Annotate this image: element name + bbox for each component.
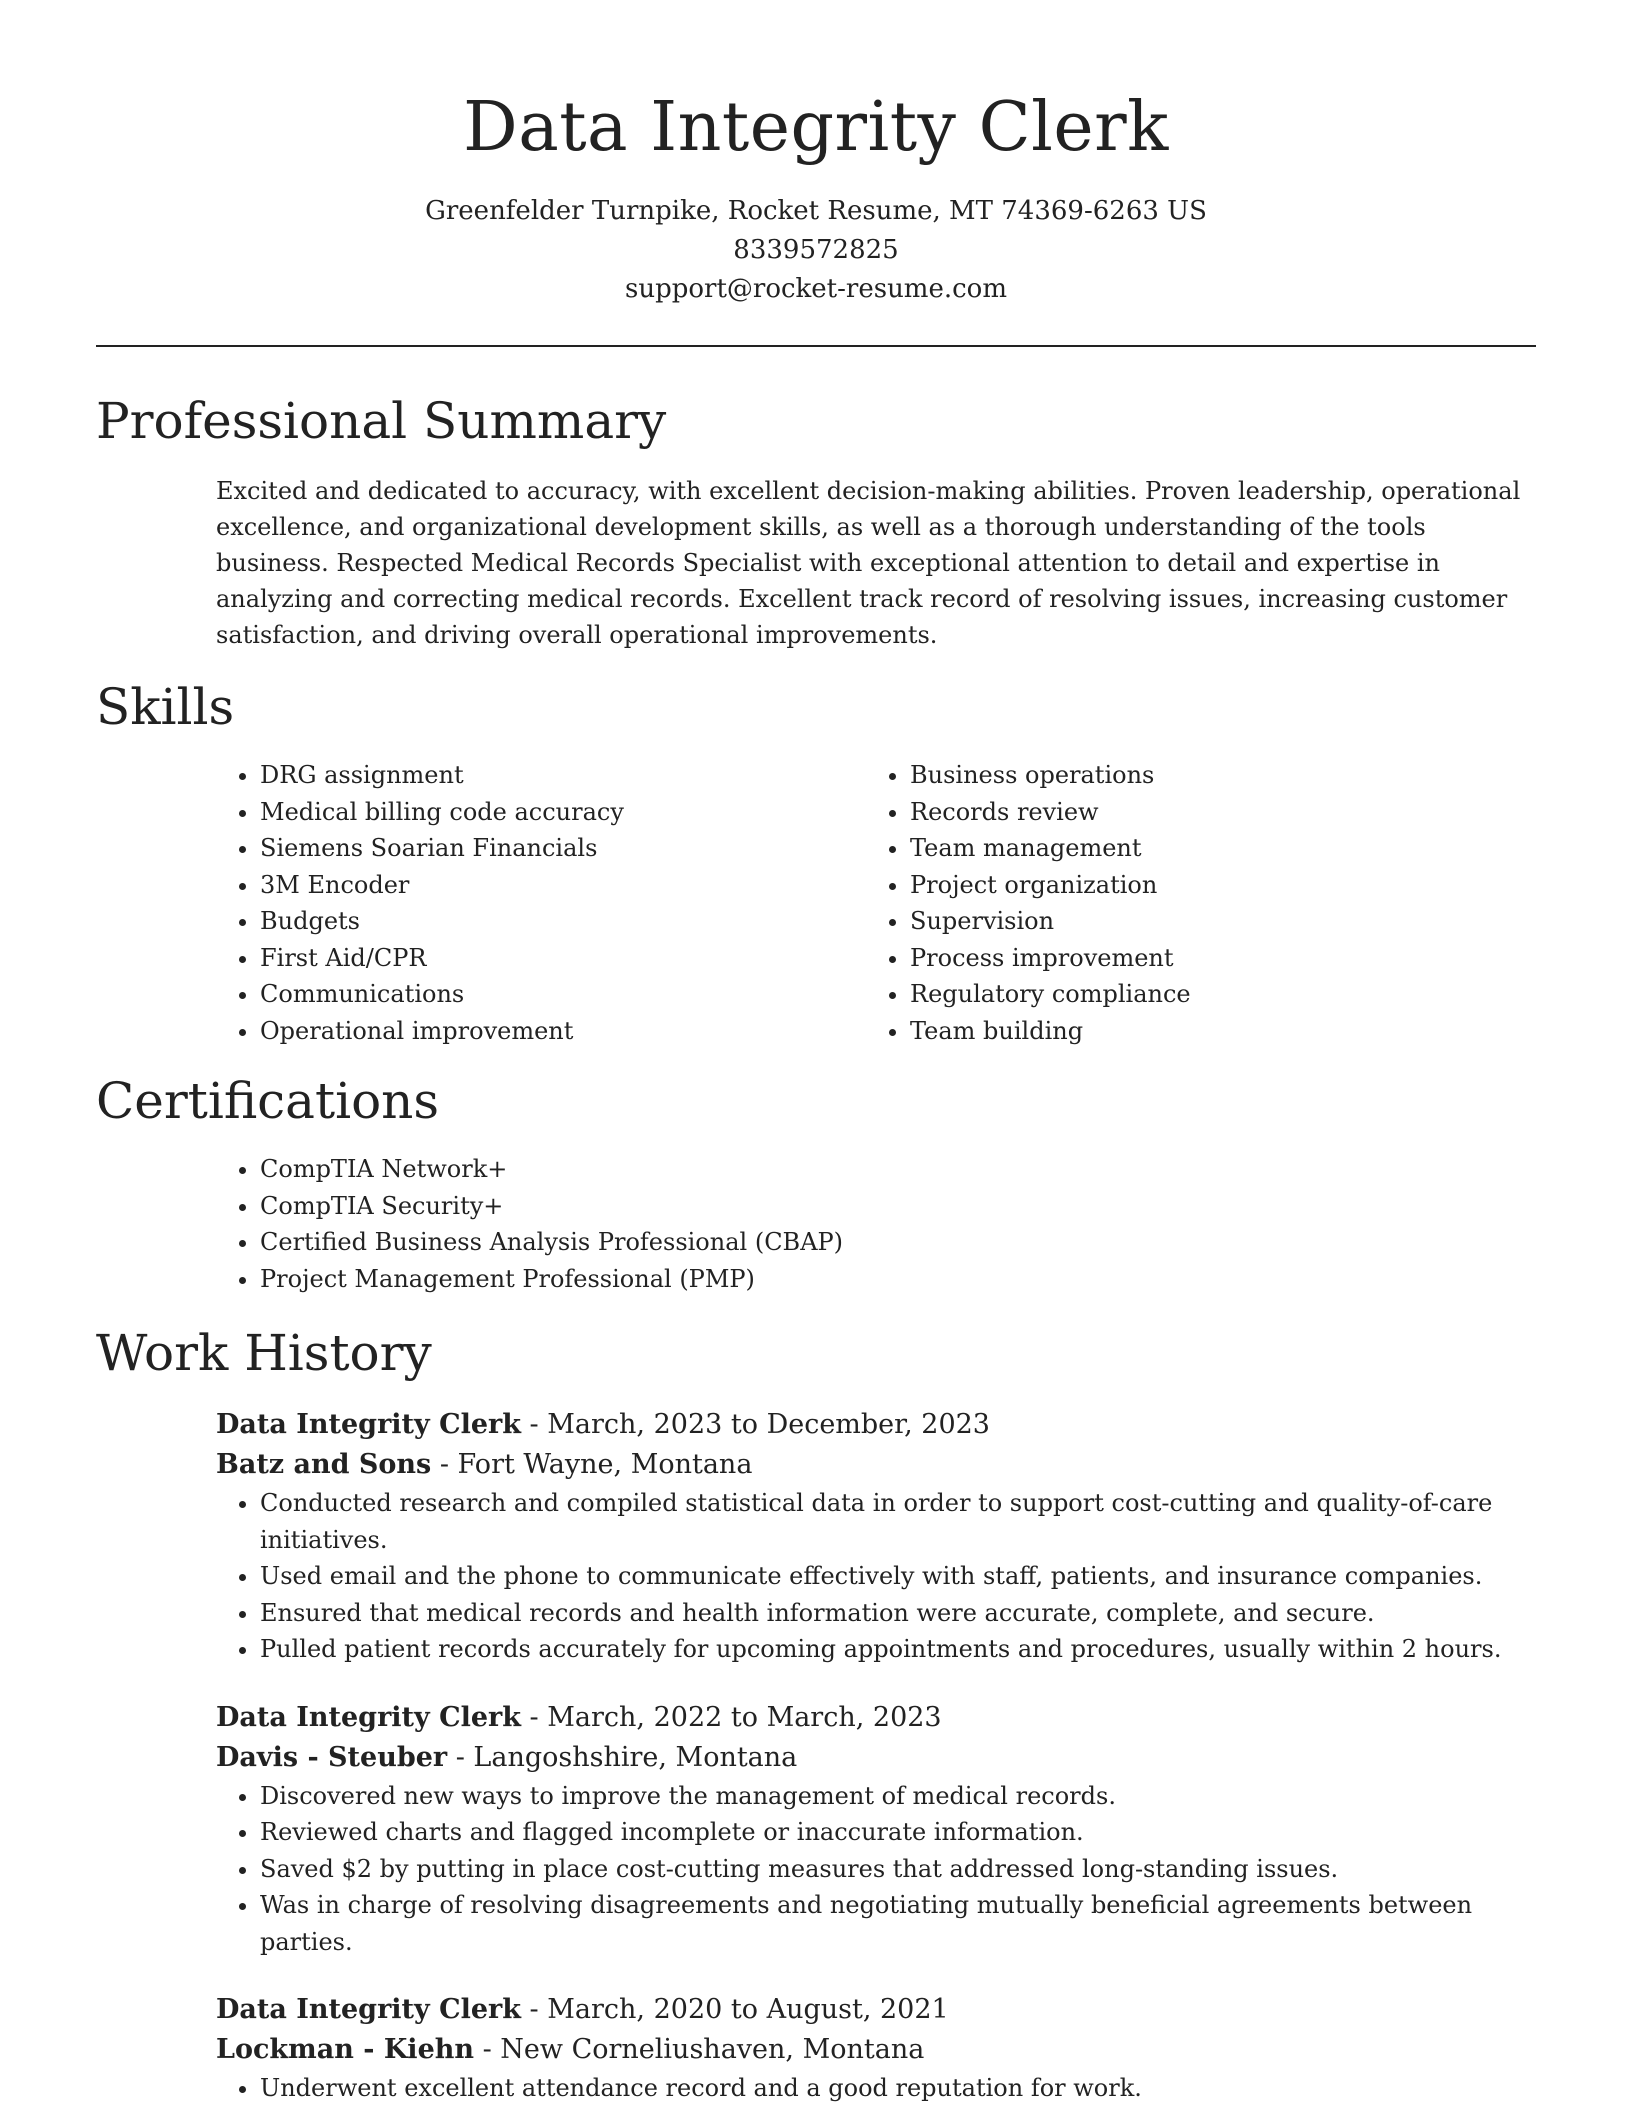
resume-header (0, 0, 1632, 309)
job-bullet: • Discovered new ways to improve the management of medical records. (260, 1778, 1536, 1815)
job-title: Data Integrity Clerk (216, 1701, 521, 1733)
header-divider (96, 345, 1536, 347)
skill-item: • Process improvement (910, 940, 1516, 977)
skill-item: • Regulatory compliance (910, 976, 1516, 1013)
job-bullet: • Underwent excellent attendance record and a good reputation for work. (260, 2070, 1536, 2107)
certifications-section (96, 1069, 1536, 1297)
job-bullet: • Conducted research and compiled statistical data in order to support cost-cutting and quality-of-care initiatives. (260, 1485, 1536, 1558)
skills-column-left (216, 757, 866, 1049)
job-dates: - March, 2020 to August, 2021 (520, 1994, 949, 2025)
skill-item: • Siemens Soarian Financials (260, 830, 866, 867)
summary-heading: Professional Summary (96, 392, 667, 450)
contact-block (0, 192, 1632, 309)
summary-text: Excited and dedicated to accuracy, with excellent decision-making abilities. Proven leadership, operational excellence, and organizational development skills, as well as a thorough understanding of the tools business. Respected Medical Records Specialist with exceptional attention to detail and expertise in analyzing and correcting medical records. Excellent track record of resolving issues, increasing customer satisfaction, and driving overall operational improvements. (216, 477, 1521, 649)
job-bullets (216, 2070, 1536, 2107)
job-company-line (216, 1445, 1536, 1485)
job-company: Davis - Steuber (216, 1741, 448, 1773)
job-bullets (216, 1485, 1536, 1668)
certifications-list (216, 1151, 1536, 1297)
job-dates: - March, 2022 to March, 2023 (520, 1701, 942, 1733)
skill-item: • Team building (910, 1013, 1516, 1050)
skill-item: • Budgets (260, 903, 866, 940)
work-history-section (96, 1321, 1536, 2107)
job-company-line (216, 2030, 1536, 2070)
job-title-line (216, 1405, 1536, 1445)
certifications-heading: Certifications (96, 1072, 440, 1130)
job-bullets (216, 1778, 1536, 1961)
skill-item: • Records review (910, 794, 1516, 831)
job-bullet: • Used email and the phone to communicate effectively with staff, patients, and insurance companies. (260, 1558, 1536, 1595)
job-bullet: • Reviewed charts and flagged incomplete or inaccurate information. (260, 1814, 1536, 1851)
phone-text: 8339572825 (733, 235, 899, 265)
skills-list-left (216, 757, 866, 1049)
email-text: support@rocket-resume.com (624, 274, 1007, 304)
address-text: Greenfelder Turnpike, Rocket Resume, MT 74369-6263 US (425, 196, 1207, 226)
job-title-line (216, 1990, 1536, 2030)
skill-item: • Operational improvement (260, 1013, 866, 1050)
job-bullet: • Saved $2 by putting in place cost-cutting measures that addressed long-standing issues. (260, 1851, 1536, 1888)
certifications-list-wrap (216, 1151, 1536, 1297)
skill-item: • First Aid/CPR (260, 940, 866, 977)
job-entry (216, 1990, 1536, 2107)
skills-heading: Skills (96, 678, 235, 736)
skill-item: • Medical billing code accuracy (260, 794, 866, 831)
skills-column-right (866, 757, 1516, 1049)
skill-item: • Supervision (910, 903, 1516, 940)
job-bullet: • Pulled patient records accurately for upcoming appointments and procedures, usually within 2 hours. (260, 1631, 1536, 1668)
skills-columns (216, 757, 1536, 1049)
certification-item: • Certified Business Analysis Professional (CBAP) (260, 1224, 1536, 1261)
skills-section (96, 675, 1536, 1049)
skill-item: • DRG assignment (260, 757, 866, 794)
work-history-heading: Work History (96, 1324, 432, 1382)
candidate-name: Data Integrity Clerk (463, 88, 1169, 167)
job-location: - New Corneliushaven, Montana (474, 2034, 925, 2065)
job-company: Lockman - Kiehn (216, 2034, 475, 2065)
job-entry (216, 1405, 1536, 1668)
job-location: - Langoshshire, Montana (447, 1741, 798, 1773)
certification-item: • CompTIA Network+ (260, 1151, 1536, 1188)
skill-item: • Business operations (910, 757, 1516, 794)
skill-item: • Project organization (910, 867, 1516, 904)
job-title-line (216, 1698, 1536, 1738)
skill-item: • 3M Encoder (260, 867, 866, 904)
certification-item: • Project Management Professional (PMP) (260, 1261, 1536, 1298)
job-entry (216, 1698, 1536, 1961)
job-company: Batz and Sons (216, 1449, 432, 1480)
summary-section (96, 389, 1536, 653)
job-dates: - March, 2023 to December, 2023 (520, 1409, 990, 1440)
skill-item: • Communications (260, 976, 866, 1013)
certification-item: • CompTIA Security+ (260, 1188, 1536, 1225)
skills-list-right (866, 757, 1516, 1049)
job-title: Data Integrity Clerk (216, 1409, 521, 1440)
job-bullet: • Was in charge of resolving disagreements and negotiating mutually beneficial agreements between parties. (260, 1887, 1536, 1960)
job-location: - Fort Wayne, Montana (431, 1449, 753, 1480)
skill-item: • Team management (910, 830, 1516, 867)
job-company-line (216, 1738, 1536, 1778)
job-title: Data Integrity Clerk (216, 1994, 521, 2025)
jobs-list (96, 1405, 1536, 2107)
job-bullet: • Ensured that medical records and health information were accurate, complete, and secure. (260, 1595, 1536, 1632)
